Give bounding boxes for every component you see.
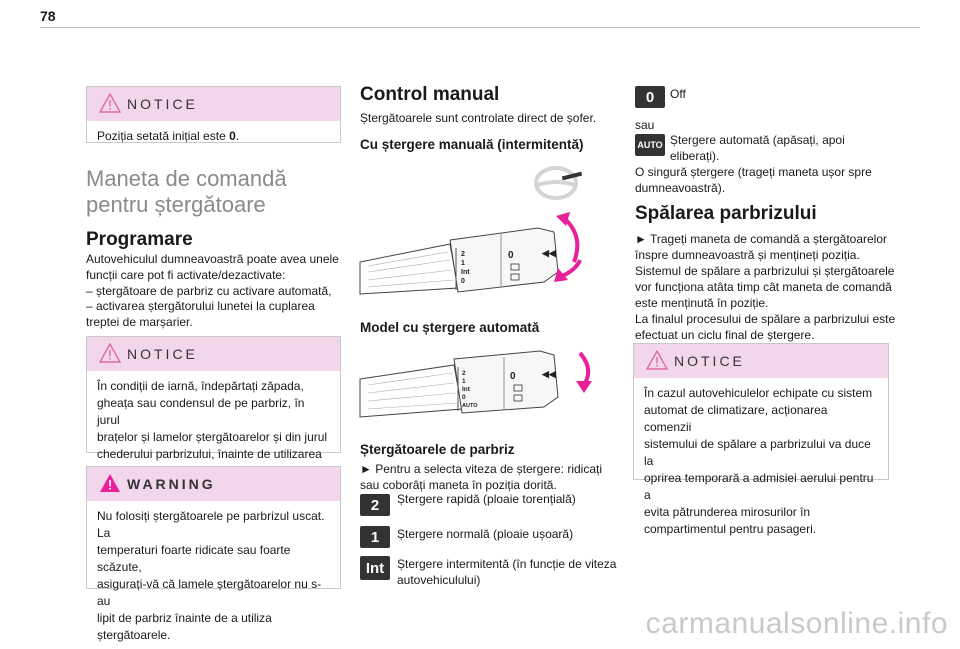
speed-item-intermittent: Ștergere intermitentă (în funcție de viteza autovehiculului)	[397, 557, 617, 587]
notice-title: NOTICE	[674, 353, 745, 369]
wipers-instructions: ► Pentru a selecta viteza de ștergere: ridicați sau coborâți maneta în poziția dorită.	[360, 462, 602, 492]
windscreen-wash-text: ► Trageți maneta de comandă a ștergătoarelor înspre dumneavoastră și mențineți poziția. Sistemul de spălare a parbrizului și ștergătoarele vor funcționa atâta timp cât maneta de comandă este menținută în poziție. La finalul procesului de spălare a parbrizului este efectuat un ciclu final de ștergere.	[635, 232, 896, 342]
speed-key-1-icon: 1	[360, 526, 390, 548]
svg-text:◀◀: ◀◀	[542, 248, 556, 258]
svg-text:0: 0	[508, 250, 514, 261]
notice-header	[87, 87, 340, 121]
stalk-label-int: Int	[461, 269, 470, 276]
warning-box-dry-windscreen	[86, 466, 341, 642]
stalk-label-1: 1	[462, 378, 466, 385]
warning-title: WARNING	[127, 476, 216, 492]
wiper-stalk-manual-illustration	[358, 210, 598, 310]
auto-wiping-heading: Model cu ștergere automată	[360, 320, 540, 335]
programare-heading: Programare	[86, 229, 193, 250]
off-label: Off	[670, 87, 686, 101]
notice-header	[87, 337, 340, 371]
auto-key-icon: AUTO	[635, 134, 665, 156]
warning-triangle-icon	[646, 350, 668, 370]
single-wipe-text: O singură ștergere (trageți maneta ușor spre dumneavoastră).	[635, 165, 872, 195]
warning-header	[87, 467, 340, 501]
programare-text: Autovehiculul dumneavoastră poate avea unele funcții care pot fi activate/dezactivate: – ștergătoare de parbriz cu activare automată, – activarea ștergătorului lunetei la cuplarea treptei de marșarier.	[86, 252, 339, 330]
warning-triangle-icon	[99, 343, 121, 363]
speed-item-fast: Ștergere rapidă (ploaie torențială)	[397, 492, 576, 506]
notice-title: NOTICE	[127, 346, 198, 362]
header-divider	[40, 27, 920, 28]
speed-key-int-icon: Int	[360, 556, 390, 580]
notice-text: În condiții de iarnă, îndepărtați zăpada, gheața sau condensul de pe parbriz, în jurul brațelor și lamelor ștergătoarelor și din jurul chederului parbrizului, înainte de utilizarea	[97, 379, 328, 461]
notice-title: NOTICE	[127, 96, 198, 112]
speed-item-normal: Ștergere normală (ploaie ușoară)	[397, 527, 574, 541]
windscreen-wash-heading: Spălarea parbrizului	[635, 203, 817, 224]
notice-text: În cazul autovehiculelor echipate cu sistem automat de climatizare, acționarea comenzii sistemului de spălare a parbrizului va duce la oprirea temporară a admisiei aerului pentru a evita pătrunderea mirosurilor în compartimentul pentru pasageri.	[644, 386, 874, 536]
off-key-0-icon: 0	[635, 86, 665, 108]
svg-text:◀◀: ◀◀	[542, 369, 556, 379]
stalk-label-2: 2	[461, 251, 465, 258]
warning-triangle-icon	[99, 473, 121, 493]
wiper-stalk-auto-illustration	[358, 345, 598, 435]
auto-wiping-label: Ștergere automată (apăsați, apoi eliberați).	[670, 133, 845, 163]
section-heading-wiper-stalk: Maneta de comandă pentru ștergătoare	[86, 166, 287, 217]
svg-text:0: 0	[510, 371, 516, 382]
page-number: 78	[40, 8, 56, 24]
stalk-label-0: 0	[462, 394, 466, 401]
notice-text: Poziția setată inițial este 0.	[97, 129, 240, 143]
notice-box-air-intake	[633, 343, 889, 536]
steering-wheel-icon	[532, 165, 584, 201]
warning-text: Nu folosiți ștergătoarele pe parbrizul uscat. La temperaturi foarte ridicate sau foarte scăzute, asigurați-vă că lamele ștergătoarelor nu s-au lipit de parbriz înainte de a utiliza ștergătoarele.	[97, 509, 325, 642]
stalk-label-0: 0	[461, 278, 465, 285]
stalk-label-1: 1	[461, 260, 465, 267]
control-intro: Ștergătoarele sunt controlate direct de șofer.	[360, 111, 597, 125]
watermark: carmanualsonline.info	[645, 607, 948, 640]
stalk-label-int: Int	[462, 386, 470, 393]
control-manual-heading: Control manual	[360, 84, 500, 105]
notice-box-winter	[86, 336, 341, 461]
or-label: sau	[635, 118, 655, 132]
notice-header	[634, 344, 888, 378]
windscreen-wipers-heading: Ștergătoarele de parbriz	[360, 442, 515, 457]
stalk-label-2: 2	[462, 370, 466, 377]
speed-key-2-icon: 2	[360, 494, 390, 516]
notice-box-initial-position	[86, 86, 341, 143]
warning-triangle-icon	[99, 93, 121, 113]
manual-wiping-heading: Cu ștergere manuală (intermitentă)	[360, 137, 584, 152]
stalk-label-auto: AUTO	[462, 403, 478, 409]
